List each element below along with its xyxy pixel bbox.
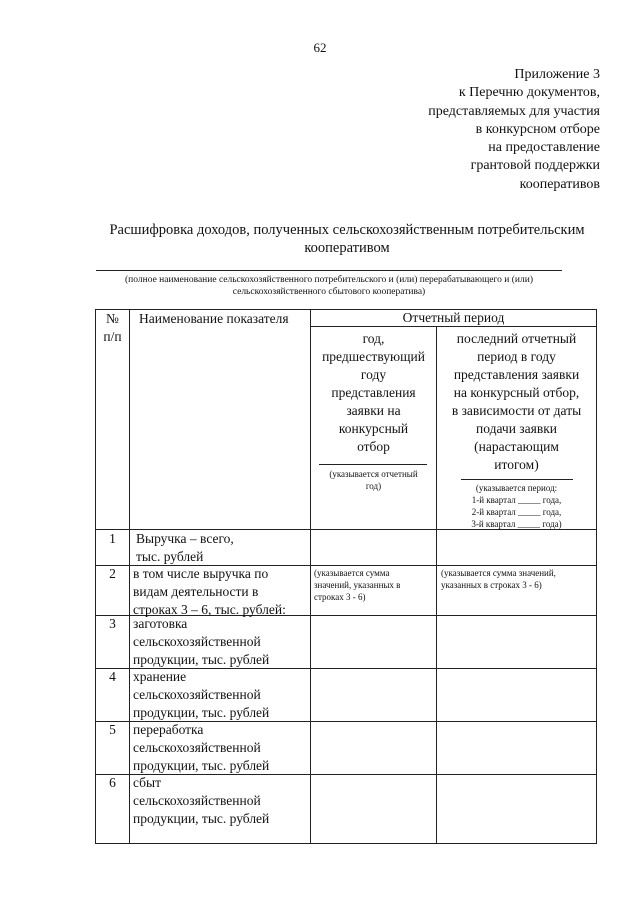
appendix-line: Приложение 3 xyxy=(514,67,600,82)
header-text: (нарастающим xyxy=(474,439,559,454)
row-text: строках 3 – 6, тыс. рублей: xyxy=(133,602,286,617)
appendix-block xyxy=(428,66,600,194)
row-number: 5 xyxy=(109,722,116,737)
header-text: год, xyxy=(362,331,385,346)
title-line: Расшифровка доходов, полученных сельскохозяйственным потребительским xyxy=(109,222,585,238)
header-text: представления xyxy=(331,385,416,400)
row-text: сельскохозяйственной xyxy=(133,687,261,702)
note-text: (указывается сумма значений, xyxy=(441,568,556,578)
header-indicator-name: Наименование показателя xyxy=(139,311,289,326)
row-text: хранение xyxy=(133,669,187,684)
header-number xyxy=(96,310,129,346)
row-text: сельскохозяйственной xyxy=(133,793,261,808)
note-text: строках 3 - 6) xyxy=(314,592,366,602)
year-fill-line xyxy=(319,464,427,465)
caption-line: (полное наименование сельскохозяйственного потребительского и (или) перерабатывающего и (или) xyxy=(125,275,533,285)
cooperative-name-line xyxy=(96,270,562,271)
row-indicator-name xyxy=(133,565,310,619)
row-text: сбыт xyxy=(133,775,161,790)
appendix-line: в конкурсном отборе xyxy=(475,121,600,137)
row-previous-year-note xyxy=(314,567,434,603)
row-text: продукции, тыс. рублей xyxy=(133,652,270,667)
row-text: сельскохозяйственной xyxy=(133,634,261,649)
header-text: последний отчетный xyxy=(456,331,577,346)
row-number: 4 xyxy=(109,669,116,684)
table-rule xyxy=(596,309,597,844)
header-text: п/п xyxy=(103,329,122,344)
row-text: тыс. рублей xyxy=(136,549,204,564)
row-text: переработка xyxy=(133,722,204,737)
row-text: продукции, тыс. рублей xyxy=(133,758,270,773)
row-indicator-name xyxy=(133,668,310,722)
header-text: представления заявки xyxy=(453,367,580,382)
header-text: заявки на xyxy=(346,403,401,418)
note-text: (указывается период: xyxy=(475,483,558,493)
note-text: указанных в строках 3 - 6) xyxy=(441,580,542,590)
row-text: видам деятельности в xyxy=(133,584,259,599)
header-previous-year-note xyxy=(311,468,436,492)
row-text: Выручка – всего, xyxy=(136,531,234,546)
row-last-period-note xyxy=(441,567,595,591)
title-line: кооперативом xyxy=(304,240,390,256)
row-indicator-name xyxy=(133,721,310,775)
header-text: № xyxy=(106,311,119,326)
note-text: год) xyxy=(365,481,382,491)
row-number: 3 xyxy=(109,616,116,631)
header-last-period-note xyxy=(437,482,596,530)
row-number: 6 xyxy=(109,775,116,790)
header-text: в зависимости от даты xyxy=(451,403,582,418)
header-reporting-period: Отчетный период xyxy=(402,310,505,325)
page-number: 62 xyxy=(313,40,327,55)
header-text: период в году xyxy=(477,349,556,364)
note-text: (указывается отчетный xyxy=(329,469,418,479)
header-previous-year xyxy=(311,330,436,456)
caption-line: сельскохозяйственного сбытового кооператива) xyxy=(232,287,426,297)
period-fill-line xyxy=(461,479,573,480)
note-text: 1-й квартал _____ года, xyxy=(471,495,562,505)
row-number: 1 xyxy=(109,531,116,546)
note-text: значений, указанных в xyxy=(314,580,401,590)
table-rule xyxy=(129,309,130,844)
header-text: подачи заявки xyxy=(476,421,557,436)
row-indicator-name xyxy=(133,615,310,669)
document-title xyxy=(92,221,602,257)
appendix-line: на предоставление xyxy=(488,140,600,156)
note-text: (указывается сумма xyxy=(314,568,390,578)
row-indicator-name xyxy=(133,774,310,828)
row-text: продукции, тыс. рублей xyxy=(133,811,270,826)
row-text: в том числе выручка по xyxy=(133,566,269,581)
row-text: заготовка xyxy=(133,616,188,631)
row-indicator-name xyxy=(136,530,310,566)
header-last-period xyxy=(437,330,596,474)
appendix-line: к Перечню документов, xyxy=(458,85,600,101)
appendix-line: представляемых для участия xyxy=(428,103,600,119)
header-text: итогом) xyxy=(494,457,539,472)
cooperative-name-caption xyxy=(96,274,562,298)
header-text: году xyxy=(360,367,387,382)
header-text: на конкурсный отбор, xyxy=(453,385,580,400)
note-text: 2-й квартал _____ года, xyxy=(471,507,562,517)
appendix-line: грантовой поддержки xyxy=(470,158,600,174)
row-text: продукции, тыс. рублей xyxy=(133,705,270,720)
appendix-line: кооперативов xyxy=(519,176,600,192)
row-text: сельскохозяйственной xyxy=(133,740,261,755)
header-text: конкурсный xyxy=(338,421,409,436)
income-table xyxy=(95,309,597,844)
header-text: предшествующий xyxy=(322,349,425,364)
row-number: 2 xyxy=(109,566,116,581)
note-text: 3-й квартал _____ года) xyxy=(471,519,562,529)
header-text: отбор xyxy=(357,439,390,454)
table-rule xyxy=(95,843,597,844)
